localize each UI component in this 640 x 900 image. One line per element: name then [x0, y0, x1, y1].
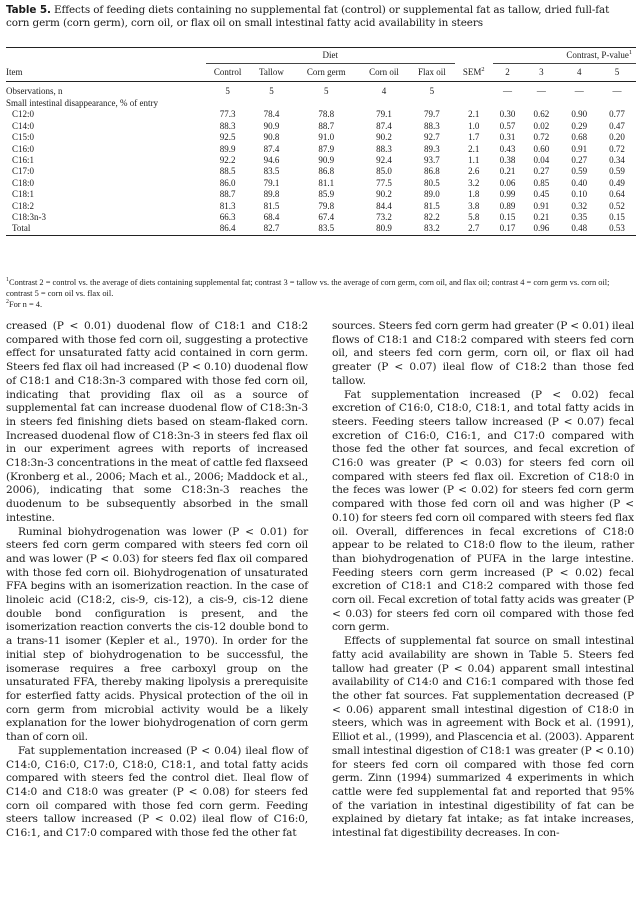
- diet-value: 88.7: [219, 189, 236, 200]
- sem-value: 1.8: [468, 189, 480, 200]
- obs-value: 5: [269, 85, 274, 96]
- sem-value: 2.1: [468, 143, 480, 154]
- table-subheader: Small intestinal disappearance, % of entry: [6, 98, 158, 108]
- diet-value: 68.4: [263, 212, 280, 223]
- p-value: 0.59: [571, 166, 588, 177]
- paragraph: creased (P < 0.01) duodenal flow of C18:1 and C18:2 compared with those fed corn oil, suggesting a protective effect for unsaturated fatty acid contained in corn germ. Steers fed flax oil had increased (P < 0.10) duodenal flow of C18:1 and C18:3n-3 compared with those fed corn oil, indicating that providing flax oil as a source of supplemental fat can increase duodenal flow of C18:3n-3 in steers fed finishing diets based on steam-flaked corn. Increased duodenal flow of C18:3n-3 in steers fed flax oil in our experiment agrees with reports of increased C18:3n-3 concentrations in the meat of cattle fed flaxseed (Kronberg et al., 2006; Mach et al., 2006; Maddock et al., 2006), indicating that some C18:3n-3 reaches the duodenum to be subsequently absorbed in the small intestine.: [6, 320, 308, 524]
- table-row: [6, 155, 636, 166]
- p-value: 0.30: [499, 109, 516, 120]
- obs-dash: —: [536, 85, 546, 96]
- sem-value: 1.0: [468, 120, 480, 131]
- p-value: 0.06: [499, 177, 516, 188]
- obs-value: 5: [324, 85, 329, 96]
- table-row: [6, 189, 636, 200]
- subheader-row: [6, 98, 636, 109]
- diet-value: 80.9: [359, 223, 409, 235]
- paragraph: sources. Steers fed corn germ had greater (P < 0.01) ileal flows of C18:1 and C18:2 compared with steers fed corn oil, and steers fed corn germ, corn oil, or flax oil had greater (P < 0.07) ileal flow of C18:2 than those fed tallow.: [332, 320, 634, 387]
- diet-value: 83.5: [293, 223, 359, 235]
- p-value: 0.47: [609, 120, 625, 131]
- obs-dash: —: [574, 85, 584, 96]
- p-value: 0.85: [533, 177, 550, 188]
- row-label: C15:0: [12, 132, 35, 143]
- diet-value: 79.8: [318, 200, 335, 211]
- obs-label: Observations, n: [6, 85, 63, 96]
- diet-value: 86.8: [423, 166, 440, 177]
- diet-value: 77.5: [376, 177, 392, 188]
- col-contrast: 2: [493, 64, 523, 82]
- obs-dash: —: [503, 85, 513, 96]
- p-value: 0.17: [493, 223, 523, 235]
- p-value: 0.52: [609, 200, 625, 211]
- paragraph: Fat supplementation increased (P < 0.04) ileal flow of C14:0, C16:0, C17:0, C18:0, C18:1, and total fatty acids compared with steers fed the control diet. Ileal flow of C14:0 and C18:0 was greater (P < 0.08) for steers fed corn oil compared with those fed corn germ. Feeding steers tallow increased (P < 0.02) ileal flow of C16:0, C16:1, and C17:0 compared with those fed the other fat: [6, 744, 308, 840]
- contrast-group-header: Contrast, P-value$^1$: [493, 48, 636, 64]
- diet-value: 73.2: [376, 212, 392, 223]
- table-footnotes: [6, 277, 636, 310]
- col-diet: Corn germ: [293, 64, 359, 82]
- p-value: 0.21: [533, 212, 550, 223]
- col-diet: Control: [206, 64, 250, 82]
- p-value: 0.20: [609, 132, 625, 143]
- row-label: C12:0: [12, 109, 35, 120]
- col-diet: Flax oil: [409, 64, 455, 82]
- diet-value: 88.7: [318, 120, 335, 131]
- diet-value: 84.4: [376, 200, 392, 211]
- footnote-1: $^1$Contrast 2 = control vs. the average of diets containing supplemental fat; contrast 3 = tallow vs. the average of corn germ, corn oil, and flax oil; contrast 4 = corn germ vs. corn oil; contrast 5 = corn oil vs. flax oil.: [6, 277, 610, 298]
- diet-value: 87.4: [263, 143, 280, 154]
- p-value: 0.21: [499, 166, 516, 177]
- diet-value: 82.2: [423, 212, 440, 223]
- observations-row: [6, 82, 636, 99]
- diet-value: 86.4: [206, 223, 250, 235]
- p-value: 0.53: [598, 223, 636, 235]
- p-value: 0.60: [533, 143, 550, 154]
- diet-value: 78.8: [318, 109, 335, 120]
- row-label: C14:0: [12, 120, 35, 131]
- p-value: 0.15: [609, 212, 625, 223]
- col-diet: Corn oil: [359, 64, 409, 82]
- obs-value: 4: [381, 85, 387, 96]
- table-row: [6, 121, 636, 132]
- p-value: 0.96: [522, 223, 560, 235]
- diet-value: 92.5: [219, 132, 236, 143]
- diet-value: 81.5: [423, 200, 440, 211]
- table-row: [6, 201, 636, 212]
- diet-value: 86.8: [318, 166, 335, 177]
- table-label: Table 5.: [6, 4, 51, 16]
- p-value: 0.04: [533, 155, 550, 166]
- col-contrast: 4: [560, 64, 598, 82]
- diet-value: 92.2: [219, 155, 236, 166]
- p-value: 0.68: [571, 132, 588, 143]
- p-value: 0.40: [571, 177, 588, 188]
- diet-value: 78.4: [263, 109, 280, 120]
- p-value: 0.99: [499, 189, 516, 200]
- paragraph: Fat supplementation increased (P < 0.02) fecal excretion of C16:0, C18:0, C18:1, and total fatty acids in steers. Feeding steers tallow increased (P < 0.07) fecal excretion of C16:0, C16:1, and C17:0 compared with those fed the other fat sources, and fecal excretion of C16:0 was greater (P < 0.03) for steers fed corn oil compared with steers fed flax oil. Excretion of C18:0 in the feces was lower (P < 0.02) for steers fed corn germ compared with those fed corn oil and was higher (P < 0.10) for steers fed corn oil compared with steers fed flax oil. Overall, differences in fecal excretions of C18:0 appear to be related to C18:0 flow to the ileum, rather than biohydrogenation of PUFA in the large intestine. Feeding steers corn germ increased (P < 0.02) fecal excretion of C18:1 and C18:2 compared with those fed corn oil. Fecal excretion of total fatty acids was greater (P < 0.03) for steers fed corn oil compared with those fed corn germ.: [332, 388, 634, 634]
- p-value: 0.49: [609, 177, 625, 188]
- p-value: 0.10: [571, 189, 588, 200]
- diet-value: 86.0: [219, 177, 236, 188]
- table-row: [6, 178, 636, 189]
- diet-value: 90.2: [376, 132, 392, 143]
- p-value: 0.38: [499, 155, 516, 166]
- diet-value: 81.5: [263, 200, 280, 211]
- col-item: Item: [6, 64, 206, 82]
- diet-value: 80.5: [423, 177, 440, 188]
- diet-value: 88.3: [423, 120, 440, 131]
- row-label: C16:0: [12, 143, 35, 154]
- col-sem: SEM$^2$: [455, 64, 493, 82]
- sem-value: 2.7: [455, 223, 493, 235]
- diet-value: 90.2: [376, 189, 392, 200]
- col-contrast: 3: [522, 64, 560, 82]
- sem-value: 3.2: [468, 177, 480, 188]
- diet-group-header: Diet: [206, 48, 455, 64]
- p-value: 0.89: [499, 200, 516, 211]
- p-value: 0.31: [499, 132, 516, 143]
- p-value: 0.45: [533, 189, 550, 200]
- p-value: 0.72: [533, 132, 550, 143]
- sem-value: 1.7: [468, 132, 480, 143]
- diet-value: 90.8: [263, 132, 280, 143]
- diet-value: 89.9: [219, 143, 236, 154]
- p-value: 0.91: [533, 200, 550, 211]
- obs-value: 5: [429, 85, 435, 96]
- diet-value: 88.3: [219, 120, 236, 131]
- diet-value: 92.4: [376, 155, 392, 166]
- table-caption-text: Effects of feeding diets containing no supplemental fat (control) or supplemental fat as tallow, dried full-fat corn germ (corn germ), corn oil, or flax oil on small intestinal fatty acid availability in steers: [6, 4, 610, 29]
- row-label: C18:0: [12, 177, 35, 188]
- p-value: 0.77: [609, 109, 625, 120]
- sem-value: 1.1: [468, 155, 480, 166]
- sem-value: 2.6: [468, 166, 480, 177]
- diet-value: 87.4: [376, 120, 392, 131]
- p-value: 0.29: [571, 120, 588, 131]
- table-row: [6, 109, 636, 120]
- p-value: 0.64: [609, 189, 625, 200]
- paragraph: Ruminal biohydrogenation was lower (P < 0.01) for steers fed corn germ compared with steers fed corn oil and was lower (P < 0.03) for steers fed flax oil compared with those fed corn oil. Biohydrogenation of unsaturated FFA begins with an isomerization reaction. In the case of linoleic acid (C18:2, cis-9, cis-12), a cis-9, cis-12 diene double bond configuration is present, and the isomerization reaction converts the cis-12 double bond to a trans-11 isomer (Kepler et al., 1970). In order for the initial step of biohydrogenation to be successful, the isomerase requires a free carboxyl group on the unsaturated FFA, thereby making lipolysis a prerequisite for esterfied fatty acids. Physical protection of the oil in corn germ from microbial activity would be a likely explanation for the lower biohydrogenation of corn germ than of corn oil.: [6, 525, 308, 744]
- table-column-header-row: [6, 64, 636, 82]
- table-row: [6, 132, 636, 143]
- p-value: 0.34: [609, 155, 625, 166]
- obs-dash: —: [612, 85, 622, 96]
- table-row: [6, 212, 636, 223]
- p-value: 0.91: [571, 143, 588, 154]
- col-contrast: 5: [598, 64, 636, 82]
- table-row: [6, 144, 636, 155]
- diet-value: 79.1: [376, 109, 392, 120]
- p-value: 0.27: [571, 155, 588, 166]
- sem-value: 2.1: [468, 109, 480, 120]
- diet-value: 83.2: [409, 223, 455, 235]
- table-row: [6, 166, 636, 177]
- diet-value: 81.3: [219, 200, 236, 211]
- footnote-2: $^2$For n = 4.: [6, 299, 43, 309]
- diet-value: 92.7: [423, 132, 440, 143]
- diet-value: 88.5: [219, 166, 236, 177]
- diet-value: 79.1: [263, 177, 280, 188]
- sem-value: 3.8: [468, 200, 480, 211]
- p-value: 0.02: [533, 120, 550, 131]
- data-table: [6, 47, 636, 236]
- row-label: C18:2: [12, 200, 35, 211]
- paragraph: Effects of supplemental fat source on small intestinal fatty acid availability are shown in Table 5. Steers fed tallow had greater (P < 0.04) apparent small intestinal availability of C14:0 and C16:1 compared with those fed the other fat sources. Fat supplementation decreased (P < 0.06) apparent small intestinal digestion of C18:0 in steers, which was in agreement with Bock et al. (1991), Elliot et al., (1999), and Plascencia et al. (2003). Apparent small intestinal digestion of C18:1 was greater (P < 0.10) for steers fed corn oil compared with those fed corn germ. Zinn (1994) summarized 4 experiments in which cattle were fed supplemental fat and reported that 95% of the variation in intestinal digestibility of fat can be explained by dietary fat intake; as fat intake increases, intestinal fat digestibility decreases. In con-: [332, 635, 634, 840]
- body-column-right: [332, 320, 634, 841]
- diet-value: 94.6: [263, 155, 280, 166]
- diet-value: 77.3: [219, 109, 236, 120]
- row-label: C17:0: [12, 166, 35, 177]
- p-value: 0.35: [571, 212, 588, 223]
- diet-value: 93.7: [423, 155, 440, 166]
- row-label: C16:1: [12, 155, 35, 166]
- diet-value: 66.3: [219, 212, 236, 223]
- diet-value: 89.3: [423, 143, 440, 154]
- table-group-header-row: [6, 48, 636, 64]
- diet-value: 83.5: [263, 166, 280, 177]
- diet-value: 81.1: [318, 177, 335, 188]
- p-value: 0.27: [533, 166, 550, 177]
- diet-value: 67.4: [318, 212, 335, 223]
- p-value: 0.57: [499, 120, 516, 131]
- diet-value: 79.7: [423, 109, 440, 120]
- diet-value: 85.9: [318, 189, 335, 200]
- diet-value: 90.9: [263, 120, 280, 131]
- diet-value: 85.0: [376, 166, 392, 177]
- body-column-left: [6, 320, 308, 841]
- table-body: [6, 109, 636, 235]
- diet-value: 91.0: [318, 132, 335, 143]
- p-value: 0.32: [571, 200, 588, 211]
- diet-value: 87.9: [318, 143, 335, 154]
- diet-value: 82.7: [250, 223, 294, 235]
- sem-value: 5.8: [468, 212, 480, 223]
- p-value: 0.59: [609, 166, 625, 177]
- p-value: 0.43: [499, 143, 516, 154]
- row-label: C18:1: [12, 189, 35, 200]
- diet-value: 88.3: [376, 143, 392, 154]
- obs-value: 5: [225, 85, 230, 96]
- p-value: 0.62: [533, 109, 550, 120]
- row-label: Total: [6, 223, 206, 235]
- p-value: 0.15: [499, 212, 516, 223]
- p-value: 0.48: [560, 223, 598, 235]
- diet-value: 89.8: [263, 189, 280, 200]
- diet-value: 90.9: [318, 155, 335, 166]
- p-value: 0.90: [571, 109, 588, 120]
- row-label: C18:3n-3: [12, 212, 47, 223]
- col-diet: Tallow: [250, 64, 294, 82]
- diet-value: 89.0: [423, 189, 440, 200]
- table-row: [6, 223, 636, 235]
- p-value: 0.72: [609, 143, 625, 154]
- table-caption: [6, 4, 632, 30]
